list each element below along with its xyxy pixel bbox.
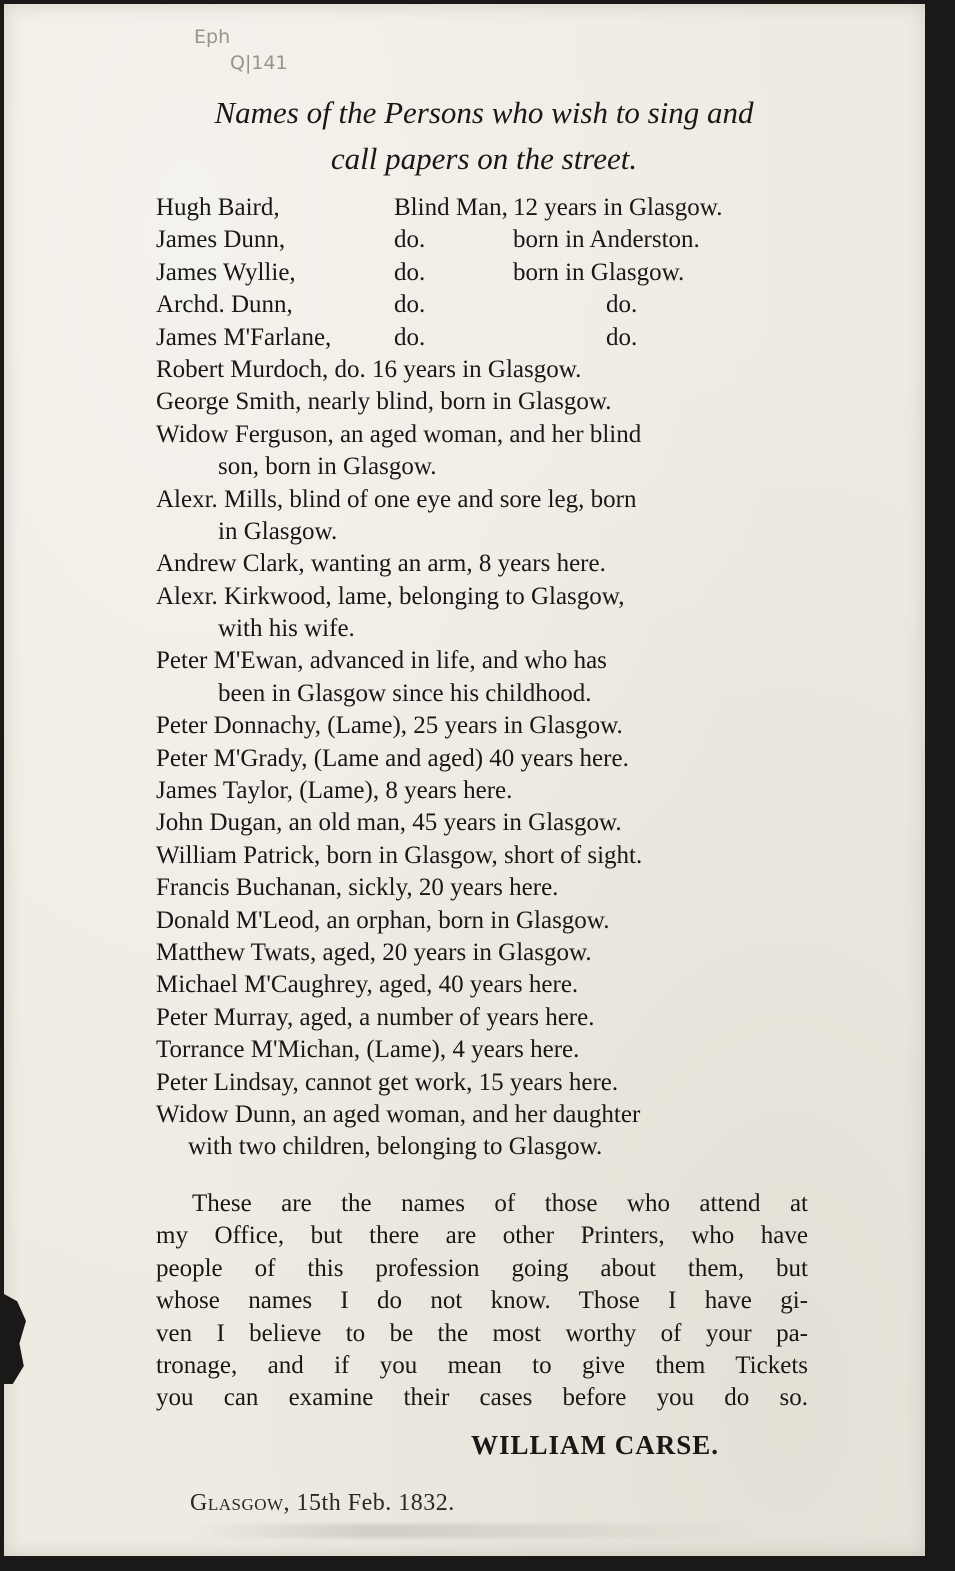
list-item-continuation: with his wife. [218,615,355,643]
signature: WILLIAM CARSE. [471,1430,720,1460]
list-item-continuation: in Glasgow. [218,517,338,545]
show-through-text [190,1524,750,1538]
list-item: John Dugan, an old man, 45 years in Glasgow. [156,809,622,837]
dateline-place: Glasgow, [190,1490,291,1516]
list-item: Widow Dunn, an aged woman, and her daughter [156,1100,641,1128]
entry-desc: do. [394,291,426,319]
title-line-2: call papers on the street. [330,141,638,176]
list-item [156,322,826,354]
entry-name: Hugh Baird, [156,194,280,221]
entry-note: born in Glasgow. [513,258,685,286]
entry-desc: Blind Man, [394,194,508,221]
list-item: Torrance M'Michan, (Lame), 4 years here. [156,1036,580,1064]
paragraph-line: ven I believe to be the most worthy of your pa- [156,1319,808,1347]
entry-note: do. [606,291,638,319]
shelfmark-annotation [194,24,314,76]
list-item: Peter Donnachy, (Lame), 25 years in Glasgow. [156,712,623,740]
list-item: Peter M'Ewan, advanced in life, and who has [156,647,607,675]
list-item: Alexr. Kirkwood, lame, belonging to Glasgow, [156,582,625,610]
list-item: George Smith, nearly blind, born in Glasgow. [156,388,612,416]
list-item-continuation: been in Glasgow since his childhood. [218,679,592,707]
paragraph-line: These are the names of those who attend at [192,1190,808,1217]
list-item [156,192,826,224]
list-item [156,224,826,256]
entry-desc: do. [394,258,426,286]
shelfmark-line-1: Eph [194,26,231,48]
list-item: Michael M'Caughrey, aged, 40 years here. [156,971,579,999]
list-item: Peter M'Grady, (Lame and aged) 40 years here. [156,744,629,772]
entry-desc: do. [394,323,426,351]
list-item: Robert Murdoch, do. 16 years in Glasgow. [156,355,582,383]
paragraph-line: people of this profession going about them, but [156,1254,808,1282]
title-line-1: Names of the Persons who wish to sing and [214,95,754,130]
entry-name: James Wyllie, [156,258,296,286]
dateline [190,1490,455,1517]
list-item: Peter Lindsay, cannot get work, 15 years here. [156,1068,619,1096]
list-item [156,289,826,321]
list-item: Matthew Twats, aged, 20 years in Glasgow. [156,938,592,966]
entry-note: do. [606,323,638,351]
list-item: Widow Ferguson, an aged woman, and her blind [156,420,642,448]
torn-edge [4,1294,26,1384]
entry-name: James Dunn, [156,226,286,254]
names-list [156,192,826,1164]
list-item: Peter Murray, aged, a number of years here. [156,1003,595,1031]
list-item: James Taylor, (Lame), 8 years here. [156,777,513,805]
entry-note: 12 years in Glasgow. [513,194,723,221]
list-item-continuation: son, born in Glasgow. [218,453,437,481]
paragraph-line: tronage, and if you mean to give them Tickets [156,1352,808,1380]
paragraph-line: whose names I do not know. Those I have gi- [156,1287,808,1315]
entry-desc: do. [394,226,426,254]
handbill-title [144,90,824,182]
shelfmark-line-2: Q|141 [230,52,288,74]
dateline-date: 15th Feb. 1832. [296,1490,455,1516]
list-item: William Patrick, born in Glasgow, short of sight. [156,841,643,869]
entry-name: James M'Farlane, [156,323,332,351]
handbill-sheet [4,4,925,1556]
list-item: Andrew Clark, wanting an arm, 8 years here. [156,550,606,578]
list-item: Alexr. Mills, blind of one eye and sore leg, born [156,485,637,513]
entry-name: Archd. Dunn, [156,291,293,319]
list-item: Donald M'Leod, an orphan, born in Glasgow. [156,906,610,934]
paragraph-line: you can examine their cases before you do so. [156,1384,808,1412]
entry-note: born in Anderston. [513,226,700,254]
list-item: Francis Buchanan, sickly, 20 years here. [156,874,559,902]
paragraph-line: my Office, but there are other Printers, who have [156,1222,808,1250]
list-item-continuation: with two children, belonging to Glasgow. [188,1133,603,1161]
list-item [156,257,826,289]
closing-paragraph [156,1188,808,1415]
